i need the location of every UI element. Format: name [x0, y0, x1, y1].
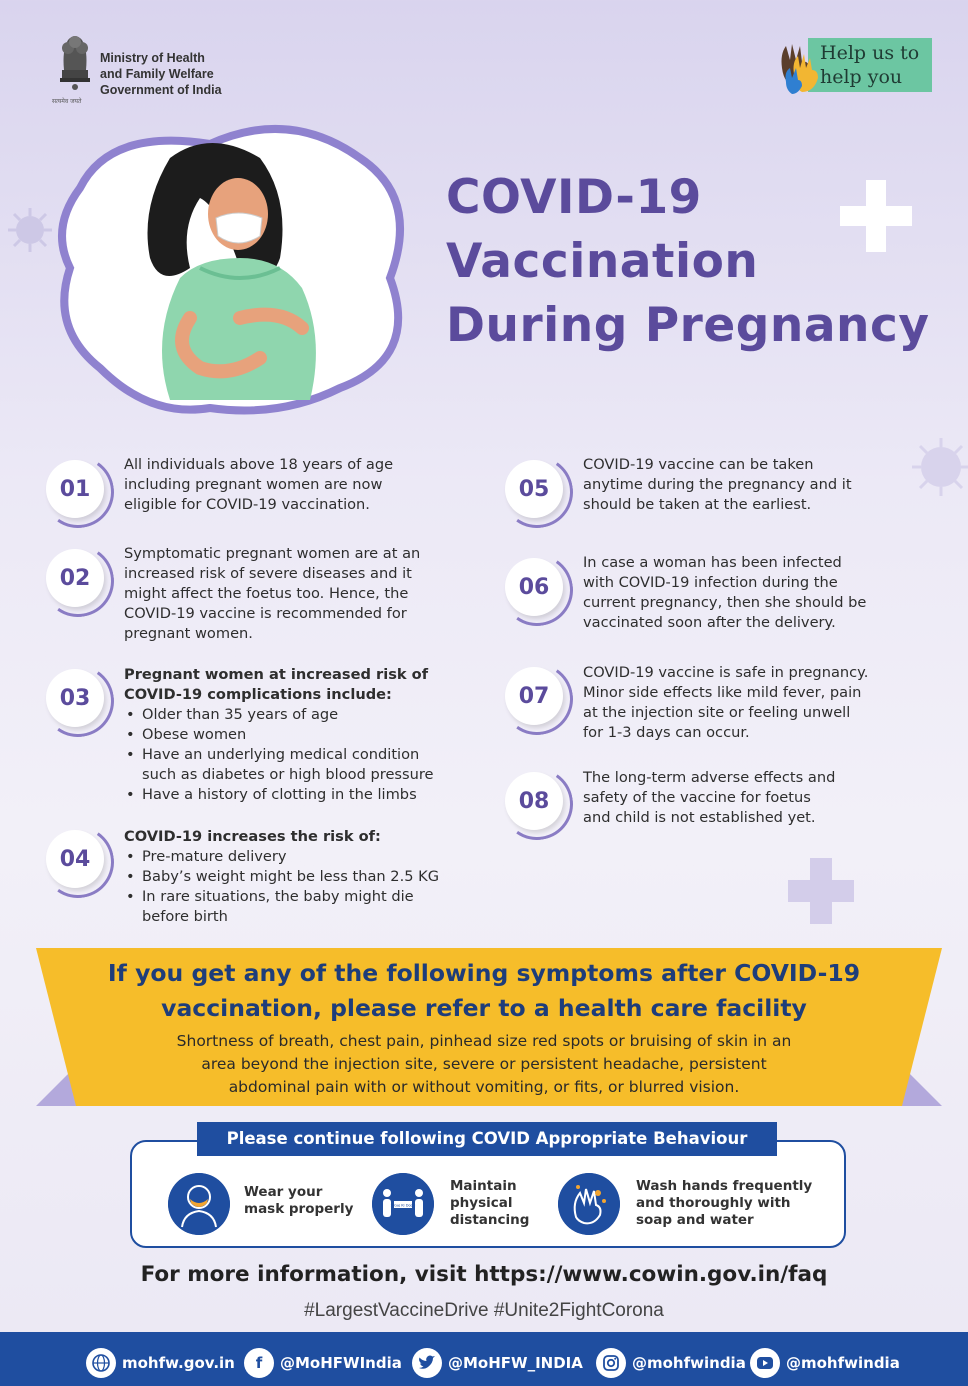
info-item-03	[124, 665, 484, 805]
item-text: Minor side effects like mild fever, pain	[583, 684, 862, 701]
help-us-label	[808, 38, 932, 92]
info-item-01	[124, 455, 474, 515]
banner-body-line-2: area beyond the injection site, severe or persistent headache, persistent	[201, 1055, 767, 1073]
behaviour-label-line: Wash hands frequently	[636, 1178, 813, 1194]
item-heading: COVID-19 complications include:	[124, 686, 392, 703]
item-heading: COVID-19 increases the risk of:	[124, 828, 381, 845]
item-text: COVID-19 vaccine is recommended for	[124, 605, 407, 622]
instagram-icon	[596, 1348, 626, 1378]
item-text: and child is not established yet.	[583, 809, 816, 826]
item-text: current pregnancy, then she should be	[583, 594, 867, 611]
handwash-icon	[558, 1173, 620, 1235]
footer-instagram-label: @mohfwindia	[632, 1354, 746, 1372]
hashtags: #LargestVaccineDrive #Unite2FightCorona	[304, 1300, 664, 1321]
bullet-item: • Have an underlying medical condition	[124, 745, 484, 765]
item-number-badge: 03	[46, 669, 104, 727]
footer-twitter-label: @MoHFW_INDIA	[448, 1354, 583, 1372]
item-text: pregnant women.	[124, 625, 253, 642]
title-line-3: During Pregnancy	[446, 298, 930, 353]
emblem-caption: सत्यमेव जयते	[52, 98, 82, 105]
footer-facebook-link[interactable]	[244, 1348, 402, 1378]
item-text: COVID-19 vaccine can be taken	[583, 456, 814, 473]
help-line-2: help you	[820, 66, 903, 88]
item-text: might affect the foetus too. Hence, the	[124, 585, 409, 602]
footer-youtube-link[interactable]	[750, 1348, 900, 1378]
info-item-06	[583, 553, 953, 633]
item-number-badge: 06	[505, 558, 563, 616]
item-number-badge: 07	[505, 667, 563, 725]
virus-decoration-icon	[6, 206, 54, 254]
youtube-icon	[750, 1348, 780, 1378]
item-text: increased risk of severe diseases and it	[124, 565, 412, 582]
behaviour-label-line: and thoroughly with	[636, 1195, 791, 1211]
item-text: with COVID-19 infection during the	[583, 574, 838, 591]
item-text: COVID-19 vaccine is safe in pregnancy.	[583, 664, 869, 681]
help-line-1: Help us to	[820, 42, 920, 64]
bullet-list	[124, 847, 484, 927]
facebook-icon: f	[244, 1348, 274, 1378]
footer-twitter-link[interactable]	[412, 1348, 583, 1378]
item-number-badge: 01	[46, 460, 104, 518]
ministry-line-2: and Family Welfare	[100, 67, 214, 81]
info-item-02	[124, 544, 484, 644]
item-text: eligible for COVID-19 vaccination.	[124, 496, 370, 513]
behaviour-label-line: Maintain	[450, 1178, 517, 1194]
behaviour-label-line: mask properly	[244, 1201, 354, 1217]
item-text: anytime during the pregnancy and it	[583, 476, 852, 493]
item-text: should be taken at the earliest.	[583, 496, 812, 513]
ministry-line-1: Ministry of Health	[100, 51, 205, 65]
item-text: at the injection site or feeling unwell	[583, 704, 851, 721]
item-text: In case a woman has been infected	[583, 554, 842, 571]
banner-heading	[60, 956, 908, 1026]
bullet-item: • Older than 35 years of age	[124, 705, 484, 725]
item-text: The long-term adverse effects and	[583, 769, 836, 786]
behaviour-label-handwash	[636, 1178, 812, 1229]
distancing-icon	[372, 1173, 434, 1235]
footer-facebook-label: @MoHFWIndia	[280, 1354, 402, 1372]
info-item-05	[583, 455, 953, 515]
title-line-2: Vaccination	[446, 234, 759, 289]
mask-icon	[168, 1173, 230, 1235]
info-item-04	[124, 827, 484, 927]
page-title	[446, 166, 930, 358]
item-number-badge: 04	[46, 830, 104, 888]
footer-youtube-label: @mohfwindia	[786, 1354, 900, 1372]
item-text: All individuals above 18 years of age	[124, 456, 394, 473]
national-emblem-icon	[54, 30, 96, 102]
bullet-item: • Baby’s weight might be less than 2.5 KG	[124, 867, 484, 887]
item-text: safety of the vaccine for foetus	[583, 789, 811, 806]
item-number-badge: 08	[505, 772, 563, 830]
distancing-badge-text: 2 Gaj Ki Doori	[390, 1203, 416, 1208]
item-text: for 1-3 days can occur.	[583, 724, 750, 741]
item-number-badge: 02	[46, 549, 104, 607]
twitter-icon	[412, 1348, 442, 1378]
behaviour-label-line: distancing	[450, 1212, 530, 1228]
footer-website-link[interactable]	[86, 1348, 235, 1378]
banner-heading-line-2: vaccination, please refer to a health care facility	[161, 994, 807, 1022]
pregnant-woman-illustration	[40, 118, 420, 418]
banner-body-line-3: abdominal pain with or without vomiting, or fits, or blurred vision.	[228, 1078, 740, 1096]
helping-hands-icon	[778, 38, 824, 94]
item-text: Symptomatic pregnant women are at an	[124, 545, 421, 562]
info-item-07	[583, 663, 953, 743]
help-us-badge	[778, 36, 932, 94]
info-item-08	[583, 768, 953, 828]
behaviour-label-mask	[244, 1184, 353, 1218]
bullet-item: • Pre-mature delivery	[124, 847, 484, 867]
bullet-item: • In rare situations, the baby might die	[124, 887, 484, 907]
banner-body	[60, 1030, 908, 1099]
banner-body-line-1: Shortness of breath, chest pain, pinhead size red spots or bruising of skin in an	[176, 1032, 792, 1050]
plus-decoration-icon	[788, 858, 854, 924]
ministry-name	[100, 50, 222, 98]
bullet-item: • Have a history of clotting in the limbs	[124, 785, 484, 805]
item-text: vaccinated soon after the delivery.	[583, 614, 836, 631]
bullet-list	[124, 705, 484, 805]
behaviour-label-line: soap and water	[636, 1212, 754, 1228]
behaviour-label-distancing	[450, 1178, 529, 1229]
ministry-line-3: Government of India	[100, 83, 222, 97]
bullet-item-continued: such as diabetes or high blood pressure	[142, 766, 434, 783]
bullet-item-continued: before birth	[142, 908, 228, 925]
footer-instagram-link[interactable]	[596, 1348, 746, 1378]
item-number-badge: 05	[505, 460, 563, 518]
behaviour-title: Please continue following COVID Appropriate Behaviour	[197, 1122, 777, 1156]
footer-website-label: mohfw.gov.in	[122, 1354, 235, 1372]
more-info-link[interactable]: For more information, visit https://www.cowin.gov.in/faq	[140, 1262, 828, 1287]
banner-heading-line-1: If you get any of the following symptoms after COVID-19	[107, 959, 861, 987]
title-line-1: COVID-19	[446, 170, 702, 225]
item-text: including pregnant women are now	[124, 476, 383, 493]
behaviour-label-line: physical	[450, 1195, 513, 1211]
behaviour-label-line: Wear your	[244, 1184, 323, 1200]
item-heading: Pregnant women at increased risk of	[124, 666, 429, 683]
symptoms-banner-content	[60, 956, 908, 1099]
globe-icon	[86, 1348, 116, 1378]
bullet-item: • Obese women	[124, 725, 484, 745]
